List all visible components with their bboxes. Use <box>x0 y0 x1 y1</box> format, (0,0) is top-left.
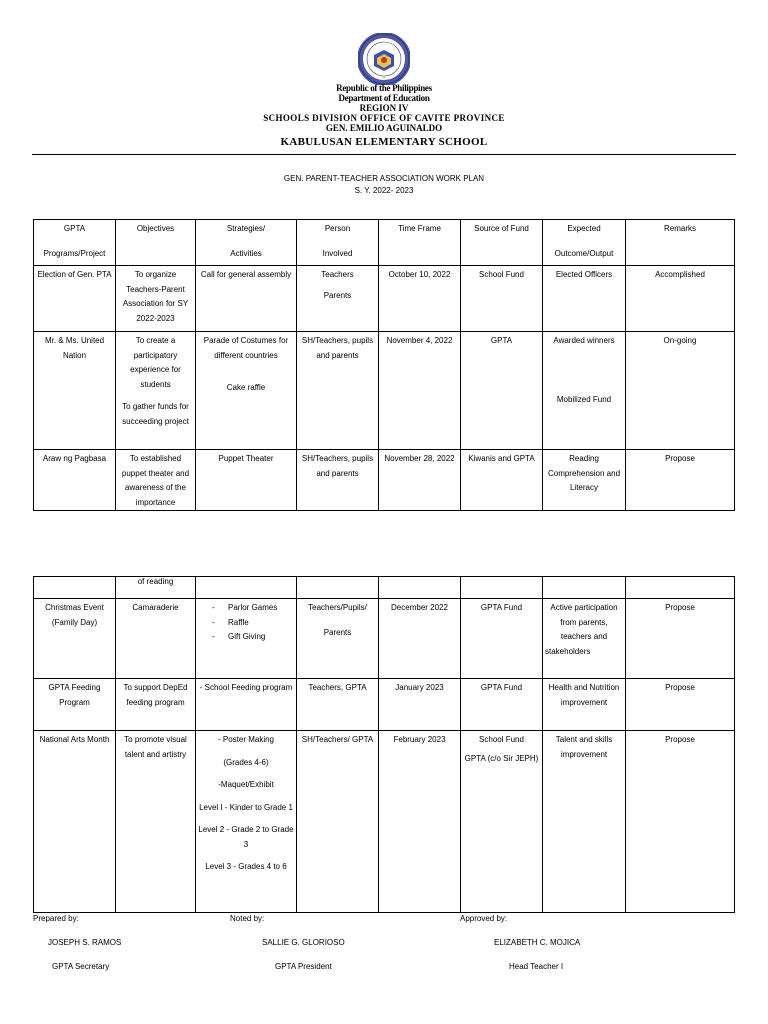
cell-remarks <box>626 577 735 599</box>
cell-program: National Arts Month <box>34 731 116 913</box>
cell-source-of-fund: School Fund <box>461 266 543 332</box>
header-cell-program: GPTA Programs/Project <box>34 220 116 266</box>
cell-remarks: On-going <box>626 332 735 450</box>
header-cell-remarks: Remarks <box>626 220 735 266</box>
work-plan-table <box>33 219 735 511</box>
cell-objectives: To support DepEd feeding program <box>116 679 196 731</box>
cell-persons: Teachers, GPTA <box>297 679 379 731</box>
list-item: - Parlor Games <box>212 601 294 616</box>
cell-objectives: To organize Teachers-Parent Association for SY 2022-2023 <box>116 266 196 332</box>
prepared-by-position: GPTA Secretary <box>52 962 110 971</box>
cell-remarks: Propose <box>626 450 735 511</box>
cell-persons: Teachers/Pupils/ Parents <box>297 599 379 679</box>
header-school-name: KABULUSAN ELEMENTARY SCHOOL <box>280 136 488 148</box>
prepared-by-caption: Prepared by: <box>33 914 79 923</box>
cell-source-of-fund: GPTA <box>461 332 543 450</box>
header-region: REGION IV <box>359 103 409 113</box>
table-row-continued <box>34 577 735 599</box>
cell-strategies <box>196 599 297 679</box>
cell-strategies: Parade of Costumes for different countries Cake raffle <box>196 332 297 450</box>
cell-strategies: Call for general assembly <box>196 266 297 332</box>
cell-outcome: Reading Comprehension and Literacy <box>543 450 626 511</box>
header-cell-source-of-fund: Source of Fund <box>461 220 543 266</box>
approved-by-position: Head Teacher I <box>509 962 564 971</box>
work-plan-table-continued <box>33 576 735 913</box>
header-cell-objectives: Objectives <box>116 220 196 266</box>
cell-time-frame: February 2023 <box>379 731 461 913</box>
school-year: S. Y. 2022- 2023 <box>354 186 414 195</box>
cell-objectives: To create a participatory experience for students To gather funds for succeeding project <box>116 332 196 450</box>
cell-program: Christmas Event (Family Day) <box>34 599 116 679</box>
cell-time-frame: January 2023 <box>379 679 461 731</box>
cell-persons: SH/Teachers, pupils and parents <box>297 332 379 450</box>
cell-outcome: Awarded winners Mobilized Fund <box>543 332 626 450</box>
header-municipality: GEN. EMILIO AGUINALDO <box>325 123 443 133</box>
deped-seal-logo <box>358 33 410 85</box>
document-title: GEN. PARENT-TEACHER ASSOCIATION WORK PLAN <box>283 174 485 183</box>
cell-persons: Teachers Parents <box>297 266 379 332</box>
table-header-row <box>34 220 735 266</box>
cell-remarks: Propose <box>626 599 735 679</box>
noted-by-position: GPTA President <box>275 962 332 971</box>
header-cell-strategies: Strategies/ Activities <box>196 220 297 266</box>
header-country: Republic of the Philippines <box>336 83 432 93</box>
header-cell-time-frame: Time Frame <box>379 220 461 266</box>
table-row <box>34 450 735 511</box>
table-row <box>34 679 735 731</box>
cell-outcome: Talent and skills improvement <box>543 731 626 913</box>
cell-strategies: Puppet Theater <box>196 450 297 511</box>
cell-objectives: To promote visual talent and artistry <box>116 731 196 913</box>
cell-program <box>34 577 116 599</box>
cell-source-of-fund: Kiwanis and GPTA <box>461 450 543 511</box>
noted-by-caption: Noted by: <box>230 914 265 923</box>
cell-source-of-fund: GPTA Fund <box>461 599 543 679</box>
table-row <box>34 731 735 913</box>
cell-persons: SH/Teachers/ GPTA <box>297 731 379 913</box>
cell-source-of-fund <box>461 577 543 599</box>
cell-source-of-fund: School Fund GPTA (c/o Sir JEPH) <box>461 731 543 913</box>
table-row <box>34 599 735 679</box>
table-row <box>34 332 735 450</box>
cell-outcome: Active participation from parents, teachers and stakeholders <box>543 599 626 679</box>
cell-remarks: Accomplished <box>626 266 735 332</box>
cell-objectives: To established puppet theater and awareness of the importance <box>116 450 196 511</box>
header-cell-persons: Person Involved <box>297 220 379 266</box>
table-row <box>34 266 735 332</box>
cell-time-frame: November 4, 2022 <box>379 332 461 450</box>
cell-persons: SH/Teachers, pupils and parents <box>297 450 379 511</box>
cell-time-frame: November 28, 2022 <box>379 450 461 511</box>
cell-program: GPTA Feeding Program <box>34 679 116 731</box>
list-item: - Gift Giving <box>212 630 294 645</box>
cell-remarks: Propose <box>626 679 735 731</box>
prepared-by-name: JOSEPH S. RAMOS <box>48 938 122 947</box>
header-cell-expected-outcome: Expected Outcome/Output <box>543 220 626 266</box>
cell-outcome: Elected Officers <box>543 266 626 332</box>
cell-strategies: - Poster Making (Grades 4-6) -Maquet/Exhibit Level I - Kinder to Grade 1 Level 2 - Grade 2 to Grade 3 Level 3 - Grades 4 to 6 <box>196 731 297 913</box>
cell-objectives: Camaraderie <box>116 599 196 679</box>
approved-by-name: ELIZABETH C. MOJICA <box>494 938 581 947</box>
cell-source-of-fund: GPTA Fund <box>461 679 543 731</box>
cell-program: Mr. & Ms. United Nation <box>34 332 116 450</box>
header-department: Department of Education <box>338 93 430 103</box>
list-item: - Raffle <box>212 616 294 631</box>
cell-strategies <box>196 577 297 599</box>
cell-time-frame <box>379 577 461 599</box>
approved-by-caption: Approved by: <box>460 914 508 923</box>
cell-objectives: of reading <box>116 577 196 599</box>
cell-time-frame: October 10, 2022 <box>379 266 461 332</box>
cell-program: Election of Gen. PTA <box>34 266 116 332</box>
header-divider <box>32 154 736 155</box>
header-division: SCHOOLS DIVISION OFFICE OF CAVITE PROVINCE <box>263 113 505 123</box>
cell-remarks: Propose <box>626 731 735 913</box>
cell-outcome: Health and Nutrition improvement <box>543 679 626 731</box>
cell-outcome <box>543 577 626 599</box>
cell-time-frame: December 2022 <box>379 599 461 679</box>
cell-strategies: - School Feeding program <box>196 679 297 731</box>
noted-by-name: SALLIE G. GLORIOSO <box>262 938 345 947</box>
cell-program: Araw ng Pagbasa <box>34 450 116 511</box>
cell-persons <box>297 577 379 599</box>
